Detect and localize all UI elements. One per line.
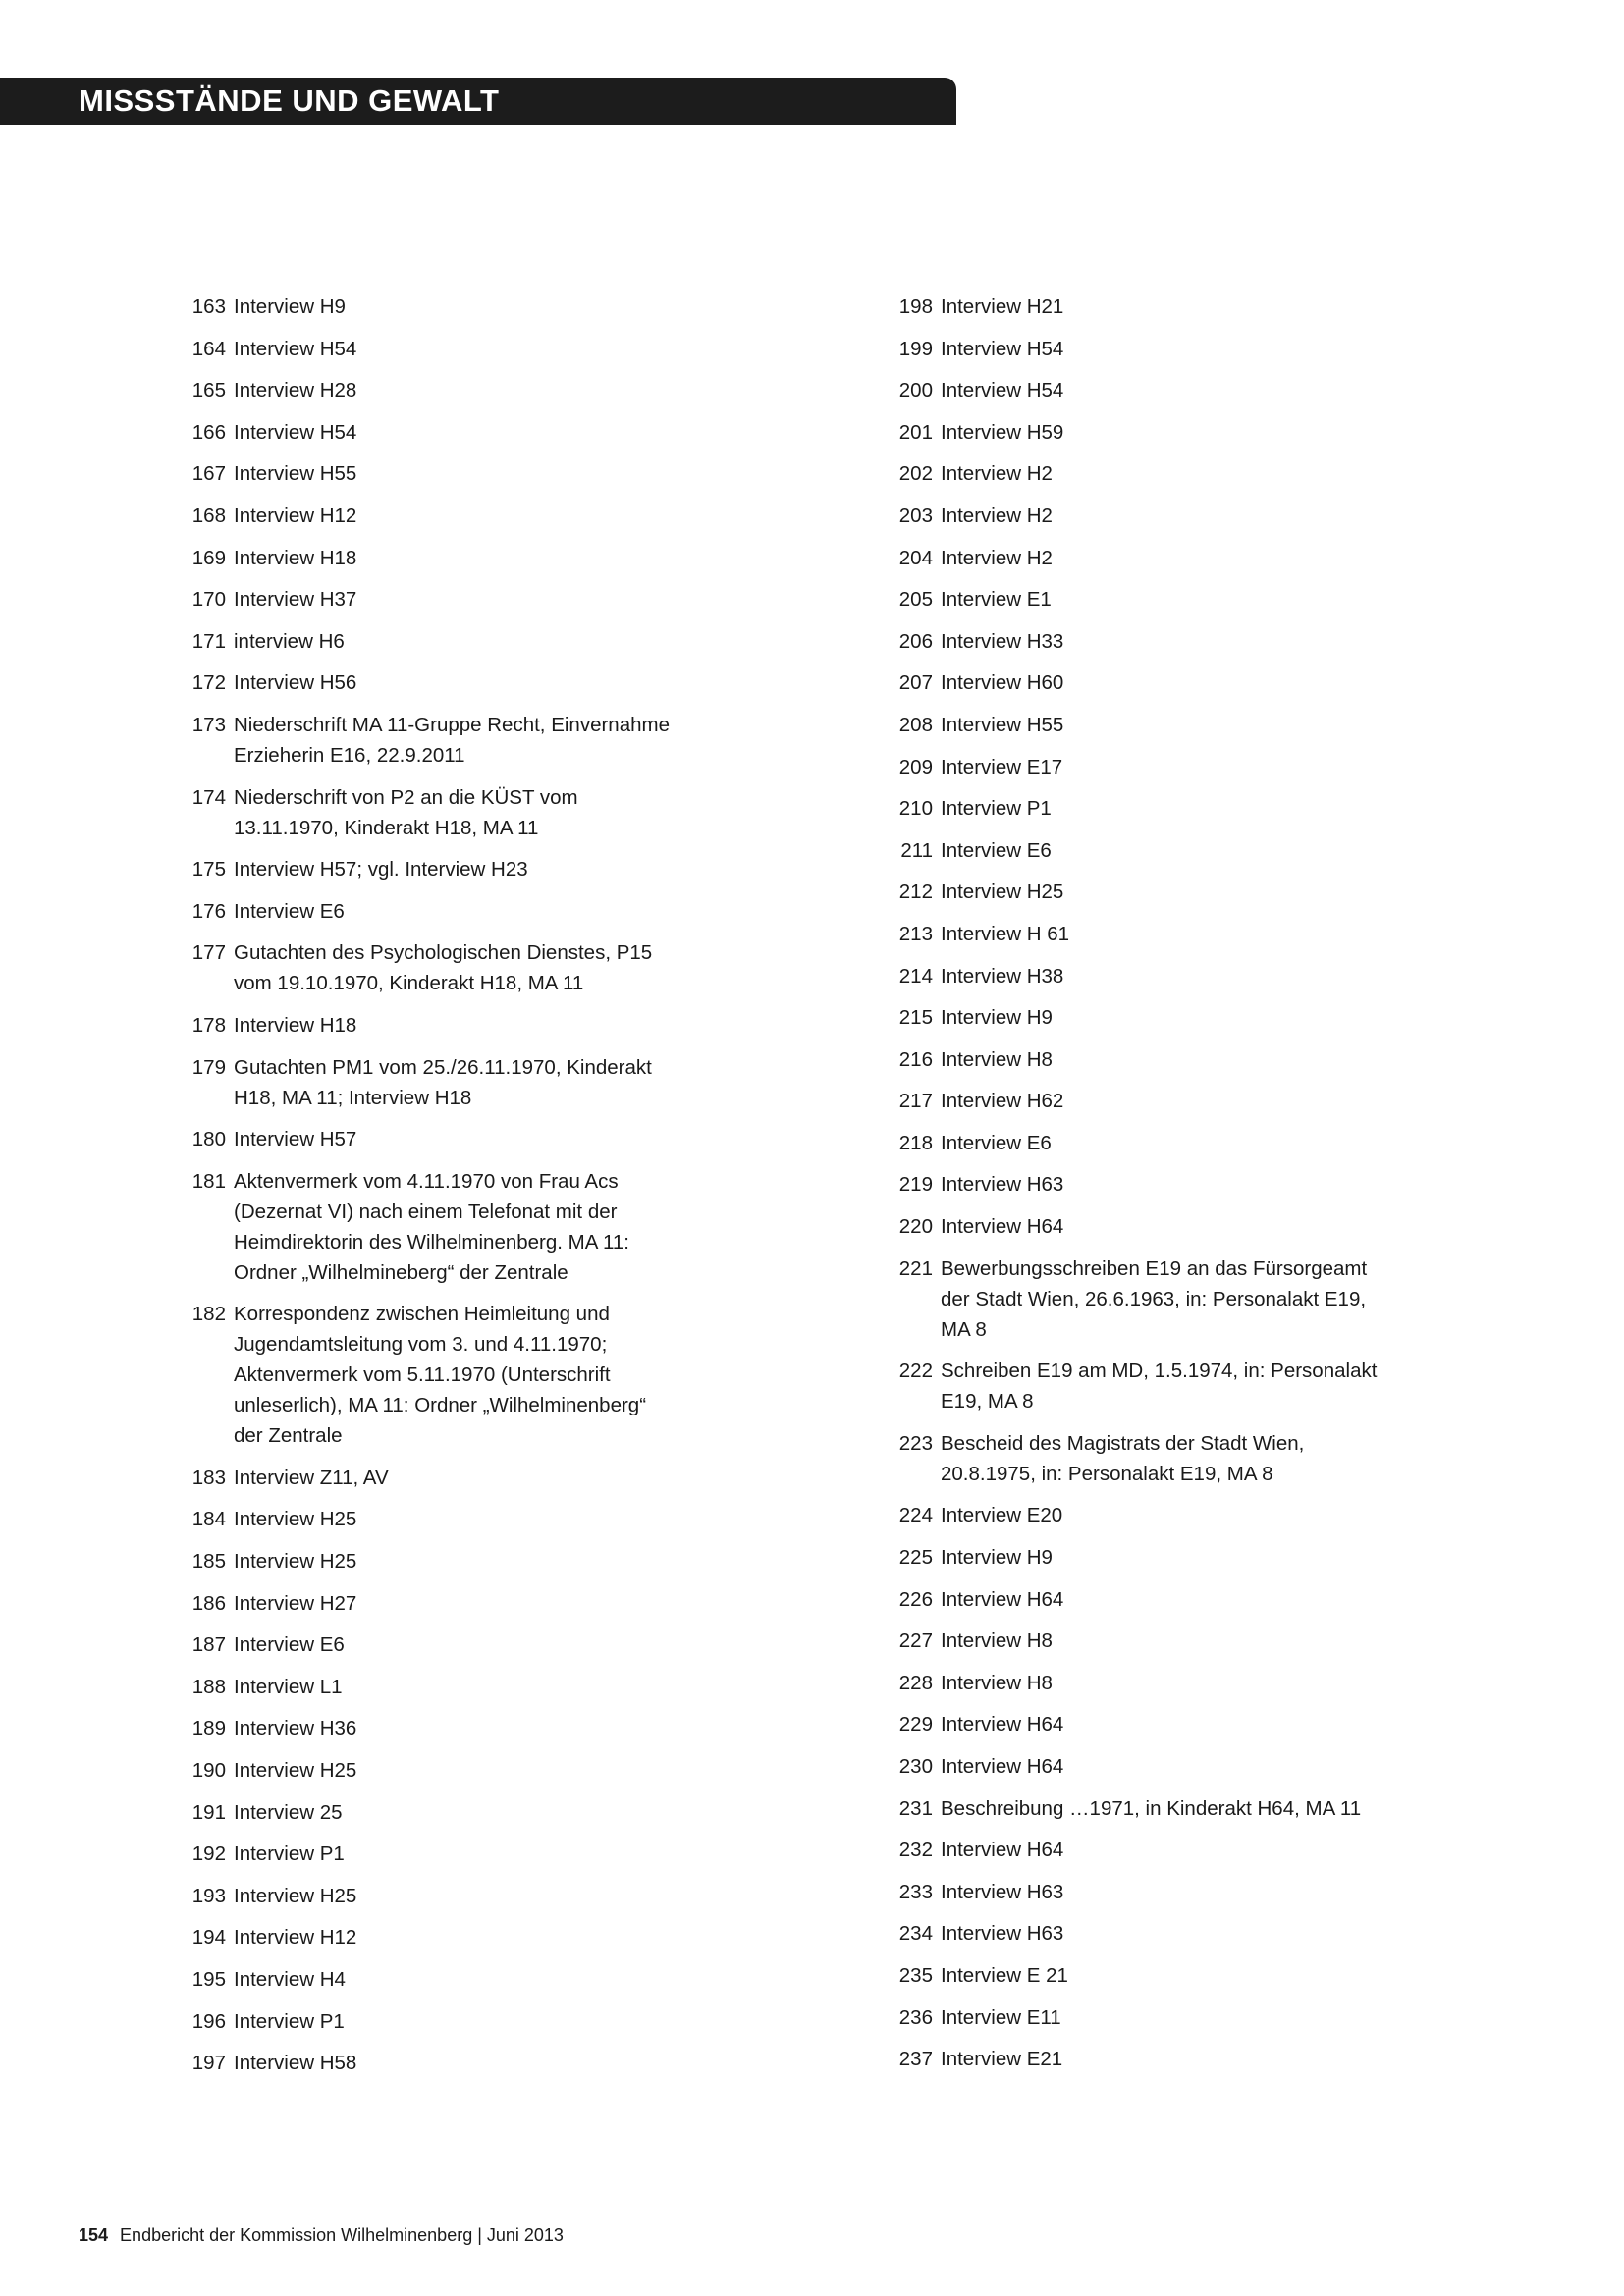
endnote xyxy=(183,937,674,998)
endnote xyxy=(890,417,1400,448)
endnote xyxy=(183,896,674,927)
endnote-number: 190 xyxy=(191,1759,226,1783)
endnote xyxy=(890,1918,1400,1949)
endnote-number: 167 xyxy=(191,462,226,486)
endnote-number: 196 xyxy=(191,2009,226,2033)
endnote-text: Interview H28 xyxy=(234,379,357,402)
endnote-number: 168 xyxy=(191,504,226,527)
endnote-number: 204 xyxy=(898,546,933,569)
endnote-text: Niederschrift von P2 an die KÜST vom 13.11.1970, Kinderakt H18, MA 11 xyxy=(234,785,578,839)
endnote-number: 214 xyxy=(898,964,933,988)
endnote-number: 174 xyxy=(191,785,226,809)
endnote-number: 202 xyxy=(898,462,933,486)
endnote-number: 175 xyxy=(191,858,226,881)
endnote-number: 186 xyxy=(191,1591,226,1615)
endnote-text: Korrespondenz zwischen Heimleitung und Jugendamtsleitung vom 3. und 4.11.1970; Aktenvermerk vom 5.11.1970 (Unterschrift unleserlich), MA 11: Ordner „Wilhelminenberg“ der Zentrale xyxy=(234,1303,647,1448)
endnote-text: Interview H55 xyxy=(941,713,1064,736)
endnote xyxy=(183,501,674,531)
endnote-text: Interview H54 xyxy=(941,379,1064,402)
endnote-number: 218 xyxy=(898,1131,933,1154)
endnote-text: Interview P1 xyxy=(234,1842,345,1866)
endnote-number: 199 xyxy=(898,337,933,360)
endnote xyxy=(890,1254,1400,1345)
endnote-text: Interview H55 xyxy=(234,462,357,486)
endnote-number: 197 xyxy=(191,2052,226,2075)
endnotes-column-left xyxy=(183,292,674,2090)
endnote-text: Interview E1 xyxy=(941,588,1052,612)
endnote-number: 229 xyxy=(898,1713,933,1736)
endnote xyxy=(890,543,1400,573)
endnote-number: 181 xyxy=(191,1169,226,1193)
page-number: 154 xyxy=(79,2225,109,2245)
endnote xyxy=(183,1166,674,1288)
endnote xyxy=(890,710,1400,740)
endnote-text: Interview H18 xyxy=(234,1013,357,1037)
endnote xyxy=(890,1086,1400,1116)
endnote-number: 182 xyxy=(191,1303,226,1326)
endnote xyxy=(890,667,1400,698)
endnote xyxy=(183,543,674,573)
endnotes-column-right xyxy=(890,292,1400,2086)
endnote xyxy=(890,793,1400,824)
endnote-text: Interview H25 xyxy=(234,1759,357,1783)
endnote-text: Beschreibung …1971, in Kinderakt H64, MA 11 xyxy=(941,1796,1362,1820)
endnote-number: 224 xyxy=(898,1504,933,1527)
endnote-text: Interview E20 xyxy=(941,1504,1063,1527)
endnote-number: 227 xyxy=(898,1629,933,1653)
endnote-text: Interview H58 xyxy=(234,2052,357,2075)
endnote xyxy=(890,1169,1400,1200)
endnote-text: Interview H60 xyxy=(941,671,1064,695)
endnote-text: Interview H4 xyxy=(234,1968,346,1991)
endnote-number: 228 xyxy=(898,1671,933,1694)
endnote-text: Interview 25 xyxy=(234,1800,343,1824)
endnote-number: 237 xyxy=(898,2048,933,2071)
endnote xyxy=(183,2006,674,2037)
endnote-number: 188 xyxy=(191,1675,226,1698)
endnote xyxy=(890,292,1400,322)
endnote xyxy=(183,584,674,614)
endnote-number: 166 xyxy=(191,420,226,444)
endnote-text: Interview H25 xyxy=(941,881,1064,904)
endnote-number: 209 xyxy=(898,755,933,778)
endnote-text: Interview E6 xyxy=(941,1131,1052,1154)
endnote-number: 234 xyxy=(898,1922,933,1946)
endnote-number: 213 xyxy=(898,922,933,945)
endnote-number: 211 xyxy=(900,838,933,862)
endnote-number: 191 xyxy=(191,1800,226,1824)
endnote xyxy=(183,1755,674,1786)
endnote-number: 164 xyxy=(191,337,226,360)
endnote xyxy=(890,1668,1400,1698)
endnote xyxy=(890,1044,1400,1075)
endnote xyxy=(183,334,674,364)
endnote-text: Bescheid des Magistrats der Stadt Wien, 20.8.1975, in: Personalakt E19, MA 8 xyxy=(941,1431,1305,1485)
endnote-number: 219 xyxy=(898,1173,933,1197)
endnote xyxy=(183,626,674,657)
endnote-text: Interview H64 xyxy=(941,1215,1064,1239)
endnote-number: 185 xyxy=(191,1550,226,1574)
endnote xyxy=(890,1356,1400,1416)
endnote-number: 176 xyxy=(191,899,226,923)
endnote xyxy=(183,1546,674,1576)
endnote xyxy=(890,1002,1400,1033)
endnote-text: Interview H36 xyxy=(234,1717,357,1740)
endnote xyxy=(890,835,1400,866)
endnote-number: 222 xyxy=(898,1360,933,1383)
endnote-number: 226 xyxy=(898,1587,933,1611)
endnote-number: 203 xyxy=(898,504,933,527)
endnote xyxy=(183,1629,674,1660)
endnote-number: 210 xyxy=(898,797,933,821)
endnote-text: Gutachten PM1 vom 25./26.11.1970, Kinderakt H18, MA 11; Interview H18 xyxy=(234,1055,652,1109)
endnote xyxy=(890,1626,1400,1656)
endnote-text: Interview H64 xyxy=(941,1839,1064,1862)
endnote-text: Interview H63 xyxy=(941,1922,1064,1946)
endnote-number: 235 xyxy=(898,1963,933,1987)
endnote-number: 232 xyxy=(898,1839,933,1862)
endnote-number: 201 xyxy=(898,420,933,444)
endnote-number: 205 xyxy=(898,588,933,612)
endnote xyxy=(890,2002,1400,2033)
endnote-text: Schreiben E19 am MD, 1.5.1974, in: Personalakt E19, MA 8 xyxy=(941,1360,1378,1414)
footer-text: Endbericht der Kommission Wilhelminenberg | Juni 2013 xyxy=(120,2225,564,2245)
endnote-number: 187 xyxy=(191,1633,226,1657)
endnote-number: 179 xyxy=(191,1055,226,1079)
endnote-text: Interview H64 xyxy=(941,1587,1064,1611)
endnote-text: Interview H37 xyxy=(234,588,357,612)
endnote-text: Interview H64 xyxy=(941,1713,1064,1736)
endnote xyxy=(890,877,1400,907)
endnote xyxy=(890,584,1400,614)
endnote xyxy=(890,501,1400,531)
endnote-text: Interview H64 xyxy=(941,1755,1064,1778)
endnote-number: 206 xyxy=(898,629,933,653)
endnote-number: 194 xyxy=(191,1926,226,1949)
endnote xyxy=(890,1877,1400,1907)
endnote-text: Interview H21 xyxy=(941,295,1064,318)
endnote-number: 216 xyxy=(898,1047,933,1071)
endnote-text: Interview H33 xyxy=(941,629,1064,653)
endnote xyxy=(890,1793,1400,1824)
endnote-number: 236 xyxy=(898,2005,933,2029)
endnote xyxy=(890,1211,1400,1242)
endnote xyxy=(890,1500,1400,1530)
endnote xyxy=(183,1588,674,1619)
endnote-number: 184 xyxy=(191,1508,226,1531)
endnote-text: Interview L1 xyxy=(234,1675,343,1698)
endnote-text: Interview E21 xyxy=(941,2048,1063,2071)
endnote-text: Gutachten des Psychologischen Dienstes, P15 vom 19.10.1970, Kinderakt H18, MA 11 xyxy=(234,941,653,995)
endnote-text: Interview H2 xyxy=(941,546,1053,569)
endnote-text: Interview H8 xyxy=(941,1047,1053,1071)
section-header-bar xyxy=(0,78,956,125)
endnote-number: 200 xyxy=(898,379,933,402)
endnote xyxy=(183,292,674,322)
endnote-number: 193 xyxy=(191,1884,226,1907)
endnote xyxy=(183,1713,674,1743)
endnote-text: Interview H57; vgl. Interview H23 xyxy=(234,858,528,881)
endnote-number: 212 xyxy=(898,881,933,904)
endnote-text: interview H6 xyxy=(234,629,345,653)
endnote xyxy=(890,1835,1400,1865)
endnote-text: Interview H12 xyxy=(234,504,357,527)
endnote-number: 178 xyxy=(191,1013,226,1037)
endnote-number: 177 xyxy=(191,941,226,965)
endnote-text: Interview H9 xyxy=(941,1546,1053,1570)
page-footer xyxy=(79,2223,564,2247)
endnote-number: 208 xyxy=(898,713,933,736)
endnote-text: Interview H25 xyxy=(234,1508,357,1531)
endnote-text: Interview H59 xyxy=(941,420,1064,444)
endnote-number: 225 xyxy=(898,1546,933,1570)
endnote xyxy=(890,458,1400,489)
endnote-text: Interview H8 xyxy=(941,1671,1053,1694)
endnote-number: 183 xyxy=(191,1466,226,1489)
endnote-text: Interview H2 xyxy=(941,504,1053,527)
endnote-text: Interview H 61 xyxy=(941,922,1070,945)
endnote xyxy=(183,1672,674,1702)
endnote-text: Interview H63 xyxy=(941,1880,1064,1903)
endnote-number: 231 xyxy=(898,1796,933,1820)
endnote-number: 217 xyxy=(898,1090,933,1113)
endnote xyxy=(183,1797,674,1828)
section-title: MISSSTÄNDE UND GEWALT xyxy=(79,83,500,118)
endnote-text: Interview Z11, AV xyxy=(234,1466,389,1489)
endnote xyxy=(183,710,674,771)
endnote-number: 170 xyxy=(191,588,226,612)
endnote xyxy=(183,854,674,884)
endnote-number: 172 xyxy=(191,671,226,695)
endnote-text: Interview H57 xyxy=(234,1128,357,1151)
endnote-text: Interview E11 xyxy=(941,2005,1061,2029)
endnote-number: 207 xyxy=(898,671,933,695)
endnote xyxy=(183,1299,674,1451)
endnote xyxy=(183,782,674,843)
endnote-number: 171 xyxy=(191,629,226,653)
endnote xyxy=(890,2044,1400,2074)
endnote-number: 195 xyxy=(191,1968,226,1991)
endnote-number: 230 xyxy=(898,1755,933,1778)
endnote xyxy=(183,1964,674,1995)
endnote xyxy=(183,458,674,489)
endnote-number: 220 xyxy=(898,1215,933,1239)
endnote xyxy=(890,1751,1400,1782)
endnote xyxy=(183,1052,674,1113)
endnote-text: Interview H27 xyxy=(234,1591,357,1615)
endnote xyxy=(890,1709,1400,1739)
endnote-text: Interview H9 xyxy=(941,1006,1053,1030)
endnote xyxy=(890,626,1400,657)
endnote xyxy=(183,375,674,405)
endnote-text: Interview H54 xyxy=(941,337,1064,360)
endnote-text: Interview H12 xyxy=(234,1926,357,1949)
endnote-number: 180 xyxy=(191,1128,226,1151)
endnote xyxy=(183,417,674,448)
endnote xyxy=(890,752,1400,782)
endnote xyxy=(890,919,1400,949)
endnote-text: Interview E17 xyxy=(941,755,1063,778)
endnote-text: Interview H63 xyxy=(941,1173,1064,1197)
endnote-text: Bewerbungsschreiben E19 an das Fürsorgeamt der Stadt Wien, 26.6.1963, in: Personalakt E19, MA 8 xyxy=(941,1256,1368,1341)
endnote-number: 198 xyxy=(898,295,933,318)
endnote-text: Interview P1 xyxy=(234,2009,345,2033)
endnote xyxy=(890,1428,1400,1489)
endnote-number: 169 xyxy=(191,546,226,569)
endnote-number: 189 xyxy=(191,1717,226,1740)
endnote xyxy=(183,1922,674,1952)
endnote-text: Interview H25 xyxy=(234,1884,357,1907)
endnote-text: Interview E 21 xyxy=(941,1963,1068,1987)
endnote-text: Interview P1 xyxy=(941,797,1052,821)
endnote xyxy=(890,1128,1400,1158)
endnote xyxy=(890,375,1400,405)
endnote xyxy=(183,2048,674,2078)
endnote-number: 223 xyxy=(898,1431,933,1455)
endnote-number: 173 xyxy=(191,713,226,736)
endnote-text: Interview H54 xyxy=(234,420,357,444)
endnote xyxy=(183,1010,674,1041)
endnote-text: Interview H56 xyxy=(234,671,357,695)
endnote-number: 192 xyxy=(191,1842,226,1866)
endnote xyxy=(890,961,1400,991)
endnote-text: Interview H2 xyxy=(941,462,1053,486)
endnote-text: Interview E6 xyxy=(941,838,1052,862)
endnote xyxy=(183,1504,674,1534)
endnote xyxy=(183,1881,674,1911)
endnote-text: Niederschrift MA 11-Gruppe Recht, Einvernahme Erzieherin E16, 22.9.2011 xyxy=(234,713,670,767)
endnote xyxy=(890,334,1400,364)
endnote-text: Interview E6 xyxy=(234,1633,345,1657)
endnote-text: Interview H18 xyxy=(234,546,357,569)
endnote xyxy=(183,1124,674,1154)
endnote-text: Aktenvermerk vom 4.11.1970 von Frau Acs (Dezernat VI) nach einem Telefonat mit der Heimdirektorin des Wilhelminenberg. MA 11: Ordner „Wilhelmineberg“ der Zentrale xyxy=(234,1169,629,1284)
endnote-text: Interview E6 xyxy=(234,899,345,923)
endnote xyxy=(890,1584,1400,1615)
endnote-text: Interview H25 xyxy=(234,1550,357,1574)
endnote xyxy=(183,1463,674,1493)
endnote-number: 233 xyxy=(898,1880,933,1903)
endnote-text: Interview H62 xyxy=(941,1090,1064,1113)
endnote xyxy=(890,1542,1400,1573)
endnote xyxy=(890,1960,1400,1991)
endnote-number: 221 xyxy=(898,1256,933,1280)
endnote xyxy=(183,667,674,698)
endnote-number: 215 xyxy=(898,1006,933,1030)
endnote-text: Interview H9 xyxy=(234,295,346,318)
endnote-text: Interview H8 xyxy=(941,1629,1053,1653)
endnote-number: 165 xyxy=(191,379,226,402)
endnote-text: Interview H38 xyxy=(941,964,1064,988)
endnote xyxy=(183,1839,674,1869)
endnote-text: Interview H54 xyxy=(234,337,357,360)
endnote-number: 163 xyxy=(191,295,226,318)
